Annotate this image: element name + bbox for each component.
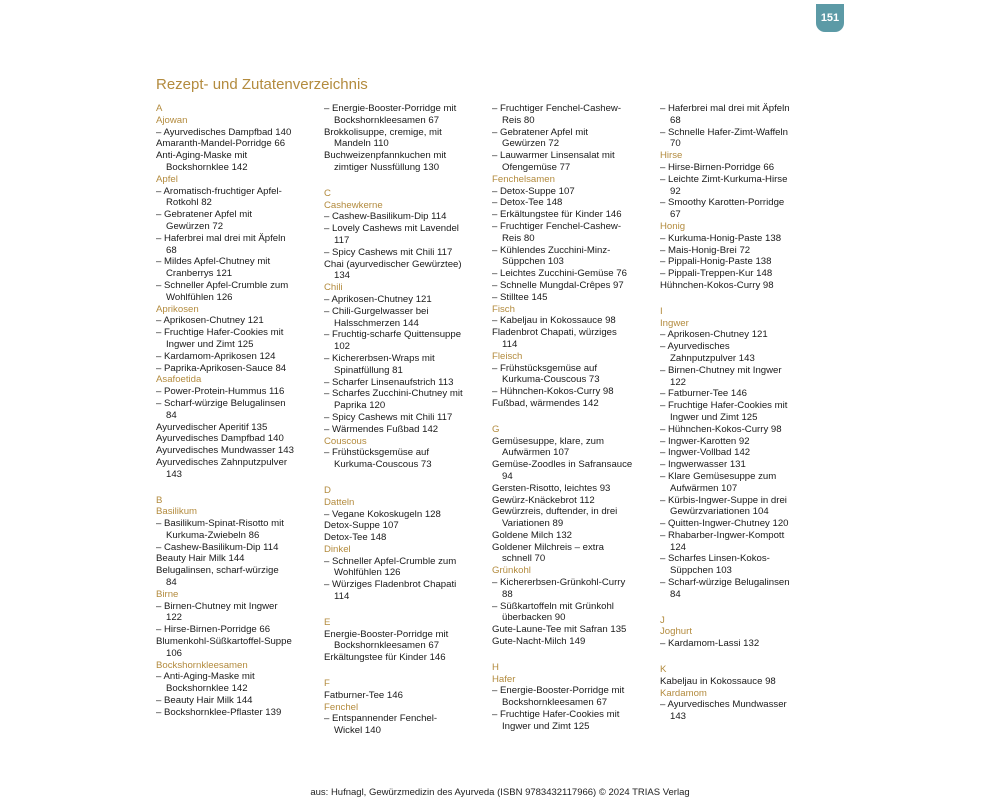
index-entry-continuation: Bockshornklee 142 — [166, 683, 248, 695]
index-subentry: – Fruchtige Hafer-Cookies mit — [492, 709, 620, 721]
index-category: Datteln — [324, 496, 355, 508]
index-entry-continuation: Ingwer und Zimt 125 — [670, 411, 758, 423]
index-subentry: – Fruchtiger Fenchel-Cashew- — [492, 103, 622, 114]
index-entry-continuation: 122 — [166, 612, 183, 624]
index-entry: Erkältungstee für Kinder 146 — [324, 652, 446, 664]
index-category: Basilikum — [156, 506, 198, 518]
index-entry: Gemüsesuppe, klare, zum — [492, 435, 604, 447]
page-title: Rezept- und Zutatenverzeichnis — [156, 76, 368, 93]
index-subentry: – Schnelle Mungdal-Crêpes 97 — [492, 279, 624, 291]
index-subentry: – Fruchtige Hafer-Cookies mit — [156, 327, 284, 339]
index-entry-continuation: Wickel 140 — [334, 725, 381, 737]
index-subentry: – Rhabarber-Ingwer-Kompott — [660, 529, 785, 541]
index-entry: Fußbad, wärmendes 142 — [492, 397, 599, 409]
index-entry: Gemüse-Zoodles in Safransauce — [492, 459, 633, 471]
index-entry-continuation: Wohlfühlen 126 — [166, 291, 233, 303]
index-letter-heading: K — [660, 664, 667, 676]
index-entry: Gute-Laune-Tee mit Safran 135 — [492, 624, 627, 636]
index-entry-continuation: Süppchen 103 — [670, 565, 732, 577]
index-letter-heading: C — [324, 187, 331, 199]
index-subentry: – Aromatisch-fruchtiger Apfel- — [156, 185, 282, 197]
index-subentry: – Gebratener Apfel mit — [492, 126, 588, 138]
index-subentry: – Hirse-Birnen-Porridge 66 — [660, 161, 775, 173]
index-subentry: – Paprika-Aprikosen-Sauce 84 — [156, 362, 287, 374]
index-entry: Goldene Milch 132 — [492, 529, 572, 541]
index-subentry: – Leichtes Zucchini-Gemüse 76 — [492, 268, 627, 280]
index-subentry: – Würziges Fladenbrot Chapati — [324, 579, 457, 591]
index-entry-continuation: 143 — [166, 468, 183, 480]
index-subentry: – Wärmendes Fußbad 142 — [324, 423, 439, 435]
index-subentry: – Ingwerwasser 131 — [660, 459, 746, 471]
index-entry-continuation: Bockshornkleesamen 67 — [334, 640, 440, 652]
index-category: Grünkohl — [492, 565, 531, 577]
index-subentry: – Birnen-Chutney mit Ingwer — [660, 364, 782, 376]
index-subentry: – Chili-Gurgelwasser bei — [324, 305, 429, 317]
index-category: Ingwer — [660, 317, 689, 329]
index-entry-continuation: Cranberrys 121 — [166, 268, 233, 280]
index-subentry: – Energie-Booster-Porridge mit — [324, 103, 457, 114]
page-number-badge: 151 — [816, 4, 844, 32]
index-entry-continuation: Halsschmerzen 144 — [334, 317, 419, 329]
index-entry-continuation: 68 — [670, 114, 681, 126]
index-subentry: – Frühstücksgemüse auf — [492, 362, 598, 374]
index-subentry: – Lovely Cashews mit Lavendel — [324, 223, 459, 235]
index-subentry: – Klare Gemüsesuppe zum — [660, 470, 777, 482]
index-entry-continuation: 114 — [334, 591, 350, 603]
index-entry-continuation: Kurkuma-Couscous 73 — [502, 374, 600, 386]
index-subentry: – Cashew-Basilikum-Dip 114 — [156, 541, 279, 553]
index-entry-continuation: Variationen 89 — [502, 518, 564, 530]
index-subentry: – Scharfer Linsenaufstrich 113 — [324, 376, 454, 388]
index-entry-continuation: Ingwer und Zimt 125 — [166, 338, 254, 350]
index-category: Hirse — [660, 150, 683, 162]
index-category: Bockshornkleesamen — [156, 659, 248, 671]
index-entry-continuation: Rotkohl 82 — [166, 197, 212, 209]
index-subentry: – Spicy Cashews mit Chili 117 — [324, 411, 453, 423]
index-category: Hafer — [492, 673, 516, 685]
index-subentry: – Süßkartoffeln mit Grünkohl — [492, 600, 614, 612]
index-entry-continuation: Mandeln 110 — [334, 138, 389, 150]
footer-citation: aus: Hufnagl, Gewürzmedizin des Ayurveda (ISBN 9783432117966) © 2024 TRIAS Verlag — [310, 787, 690, 798]
index-entry-continuation: 84 — [670, 588, 681, 600]
index-letter-heading: A — [156, 103, 163, 114]
index-subentry: – Cashew-Basilikum-Dip 114 — [324, 211, 447, 223]
index-subentry: – Schneller Apfel-Crumble zum — [156, 279, 289, 291]
index-subentry: – Lauwarmer Linsensalat mit — [492, 150, 615, 162]
index-category: Fleisch — [492, 350, 523, 362]
index-subentry: – Quitten-Ingwer-Chutney 120 — [660, 518, 789, 530]
index-entry-continuation: überbacken 90 — [502, 612, 566, 624]
index-category: Chili — [324, 282, 343, 294]
index-entry-continuation: Reis 80 — [502, 232, 535, 244]
index-entry: Beauty Hair Milk 144 — [156, 553, 245, 565]
index-entry: Amaranth-Mandel-Porridge 66 — [156, 138, 286, 150]
index-entry-continuation: Spinatfüllung 81 — [334, 364, 403, 376]
index-category: Fenchel — [324, 701, 359, 713]
index-subentry: – Scharf-würzige Belugalinsen — [660, 577, 790, 589]
index-entry-continuation: 68 — [166, 244, 177, 256]
index-subentry: – Vegane Kokoskugeln 128 — [324, 508, 441, 520]
index-letter-heading: D — [324, 484, 331, 496]
index-entry: Fladenbrot Chapati, würziges — [492, 327, 617, 339]
index-entry: Kabeljau in Kokossauce 98 — [660, 675, 776, 687]
index-subentry: – Kichererbsen-Wraps mit — [324, 352, 435, 364]
index-entry-continuation: 102 — [334, 341, 351, 353]
index-entry-continuation: 94 — [502, 470, 513, 482]
index-letter-heading: G — [492, 423, 500, 435]
index-entry-continuation: 92 — [670, 185, 681, 197]
index-subentry: – Ingwer-Karotten 92 — [660, 435, 750, 447]
index-subentry: – Aprikosen-Chutney 121 — [660, 329, 768, 341]
index-category: Birne — [156, 588, 179, 600]
index-subentry: – Basilikum-Spinat-Risotto mit — [156, 518, 284, 530]
index-category: Honig — [660, 220, 686, 232]
index-entry: Ayurvedisches Zahnputzpulver — [156, 456, 288, 468]
index-entry-continuation: 117 — [334, 234, 350, 246]
index-category: Kardamom — [660, 687, 707, 699]
index-subentry: – Haferbrei mal drei mit Äpfeln — [660, 103, 790, 114]
index-subentry: – Detox-Tee 148 — [492, 197, 563, 209]
index-entry-continuation: Wohlfühlen 126 — [334, 567, 401, 579]
index-subentry: – Power-Protein-Hummus 116 — [156, 386, 285, 398]
index-entry-continuation: 143 — [670, 711, 687, 723]
index-entry-continuation: 88 — [502, 588, 513, 600]
index-subentry: – Kardamom-Aprikosen 124 — [156, 350, 276, 362]
index-entry: Gersten-Risotto, leichtes 93 — [492, 482, 611, 494]
index-entry-continuation: Gewürzvariationen 104 — [670, 506, 769, 518]
index-entry: Belugalinsen, scharf-würzige — [156, 565, 279, 577]
index-subentry: – Pippali-Treppen-Kur 148 — [660, 268, 773, 280]
index-entry: Energie-Booster-Porridge mit — [324, 628, 449, 640]
index-subentry: – Pippali-Honig-Paste 138 — [660, 256, 772, 268]
index-letter-heading: E — [324, 616, 331, 628]
index-subentry: – Kühlendes Zucchini-Minz- — [492, 244, 611, 256]
index-entry-continuation: Bockshornklee 142 — [166, 161, 248, 173]
index-entry: Goldener Milchreis – extra — [492, 541, 604, 553]
index-subentry: – Schnelle Hafer-Zimt-Waffeln — [660, 126, 788, 138]
index-entry-continuation: zimtiger Nussfüllung 130 — [334, 161, 440, 173]
index-subentry: – Scharf-würzige Belugalinsen — [156, 397, 286, 409]
index-entry-continuation: 124 — [670, 541, 687, 553]
index-letter-heading: H — [492, 661, 499, 673]
index-category: Cashewkerne — [324, 199, 383, 211]
index-subentry: – Smoothy Karotten-Porridge — [660, 197, 785, 209]
index-letter-heading: B — [156, 494, 163, 506]
index-subentry: – Fatburner-Tee 146 — [660, 388, 747, 400]
index-subentry: – Energie-Booster-Porridge mit — [492, 685, 625, 697]
index-subentry: – Fruchtiger Fenchel-Cashew- — [492, 220, 622, 232]
index-subentry: – Aprikosen-Chutney 121 — [156, 315, 264, 327]
index-subentry: – Frühstücksgemüse auf — [324, 447, 430, 459]
index-entry-continuation: Kurkuma-Couscous 73 — [334, 459, 432, 471]
index-subentry: – Kurkuma-Honig-Paste 138 — [660, 232, 782, 244]
index-column-3 — [492, 103, 654, 733]
index-category: Asafoetida — [156, 374, 202, 386]
index-subentry: – Kichererbsen-Grünkohl-Curry — [492, 577, 626, 589]
index-entry-continuation: Zahnputzpulver 143 — [670, 352, 755, 364]
index-entry-continuation: 84 — [166, 409, 177, 421]
index-subentry: – Spicy Cashews mit Chili 117 — [324, 246, 453, 258]
index-entry: Detox-Suppe 107 — [324, 520, 399, 532]
index-category: Dinkel — [324, 543, 351, 555]
index-entry-continuation: 106 — [166, 647, 183, 659]
index-subentry: – Ayurvedisches — [660, 341, 730, 353]
index-subentry: – Mais-Honig-Brei 72 — [660, 244, 751, 256]
index-subentry: – Scharfes Zucchini-Chutney mit — [324, 388, 463, 400]
index-category: Ajowan — [156, 114, 188, 126]
index-category: Fenchelsamen — [492, 173, 555, 185]
index-entry-continuation: Bockshornkleesamen 67 — [502, 697, 608, 709]
index-subentry: – Birnen-Chutney mit Ingwer — [156, 600, 278, 612]
index-entry-continuation: Süppchen 103 — [502, 256, 564, 268]
index-category: Apfel — [156, 173, 178, 185]
index-subentry: – Stilltee 145 — [492, 291, 548, 303]
index-entry-continuation: 67 — [670, 209, 681, 221]
index-entry: Detox-Tee 148 — [324, 532, 387, 544]
index-subentry: – Fruchtig-scharfe Quittensuppe — [324, 329, 462, 341]
index-subentry: – Bockshornklee-Pflaster 139 — [156, 706, 282, 718]
index-column-4 — [660, 103, 822, 723]
index-subentry: – Aprikosen-Chutney 121 — [324, 293, 432, 305]
index-subentry: – Hirse-Birnen-Porridge 66 — [156, 624, 271, 636]
index-entry-continuation: 114 — [502, 338, 518, 350]
index-entry-continuation: Paprika 120 — [334, 400, 386, 412]
index-entry-continuation: 122 — [670, 376, 687, 388]
index-subentry: – Mildes Apfel-Chutney mit — [156, 256, 271, 268]
index-entry-continuation: 70 — [670, 138, 681, 150]
index-subentry: – Beauty Hair Milk 144 — [156, 695, 253, 707]
index-subentry: – Fruchtige Hafer-Cookies mit — [660, 400, 788, 412]
index-entry: Blumenkohl-Süßkartoffel-Suppe — [156, 636, 292, 648]
index-entry: Fatburner-Tee 146 — [324, 689, 403, 701]
index-entry: Ayurvedisches Mundwasser 143 — [156, 445, 294, 457]
index-entry-continuation: Reis 80 — [502, 114, 535, 126]
index-subentry: – Kardamom-Lassi 132 — [660, 638, 760, 650]
index-column-2 — [324, 103, 486, 737]
index-category: Aprikosen — [156, 303, 199, 315]
index-entry-continuation: Ofengemüse 77 — [502, 161, 571, 173]
index-subentry: – Schneller Apfel-Crumble zum — [324, 555, 457, 567]
index-subentry: – Leichte Zimt-Kurkuma-Hirse — [660, 173, 788, 185]
index-entry-continuation: Gewürzen 72 — [502, 138, 560, 150]
index-subentry: – Kabeljau in Kokossauce 98 — [492, 315, 616, 327]
index-entry: Gewürz-Knäckebrot 112 — [492, 494, 595, 506]
index-entry-continuation: schnell 70 — [502, 553, 546, 565]
index-subentry: – Ayurvedisches Dampfbad 140 — [156, 126, 292, 138]
index-subentry: – Hühnchen-Kokos-Curry 98 — [492, 386, 614, 398]
index-subentry: – Hühnchen-Kokos-Curry 98 — [660, 423, 782, 435]
index-entry-continuation: Gewürzen 72 — [166, 220, 224, 232]
index-letter-heading: I — [660, 305, 663, 317]
index-letter-heading: F — [324, 678, 330, 690]
index-category: Fisch — [492, 303, 515, 315]
index-entry: Gute-Nacht-Milch 149 — [492, 636, 586, 648]
index-subentry: – Detox-Suppe 107 — [492, 185, 575, 197]
index-entry-continuation: 84 — [166, 577, 177, 589]
index-subentry: – Anti-Aging-Maske mit — [156, 671, 255, 683]
index-entry: Gewürzreis, duftender, in drei — [492, 506, 618, 518]
index-entry: Ayurvedischer Aperitif 135 — [156, 421, 268, 433]
index-subentry: – Erkältungstee für Kinder 146 — [492, 209, 622, 221]
index-entry: Ayurvedisches Dampfbad 140 — [156, 433, 284, 445]
index-subentry: – Gebratener Apfel mit — [156, 209, 252, 221]
index-entry-continuation: Aufwärmen 107 — [502, 447, 570, 459]
index-entry-continuation: Kurkuma-Zwiebeln 86 — [166, 529, 260, 541]
index-entry-continuation: Aufwärmen 107 — [670, 482, 738, 494]
index-entry: Hühnchen-Kokos-Curry 98 — [660, 279, 774, 291]
index-subentry: – Ayurvedisches Mundwasser — [660, 699, 787, 711]
index-letter-heading: J — [660, 614, 665, 626]
index-subentry: – Kürbis-Ingwer-Suppe in drei — [660, 494, 787, 506]
index-entry: Buchweizenpfannkuchen mit — [324, 150, 447, 162]
index-category: Couscous — [324, 435, 367, 447]
index-entry: Chai (ayurvedischer Gewürztee) — [324, 258, 462, 270]
index-column-1 — [156, 103, 318, 719]
index-entry: Anti-Aging-Maske mit — [156, 150, 248, 162]
index-subentry: – Haferbrei mal drei mit Äpfeln — [156, 232, 286, 244]
index-subentry: – Entspannender Fenchel- — [324, 713, 438, 725]
index-entry-continuation: Bockshornkleesamen 67 — [334, 114, 440, 126]
index-entry: Brokkolisuppe, cremige, mit — [324, 126, 442, 138]
index-entry-continuation: Ingwer und Zimt 125 — [502, 720, 590, 732]
index-category: Joghurt — [660, 626, 692, 638]
index-subentry: – Ingwer-Vollbad 142 — [660, 447, 751, 459]
index-subentry: – Scharfes Linsen-Kokos- — [660, 553, 770, 565]
index-entry-continuation: 134 — [334, 270, 351, 282]
